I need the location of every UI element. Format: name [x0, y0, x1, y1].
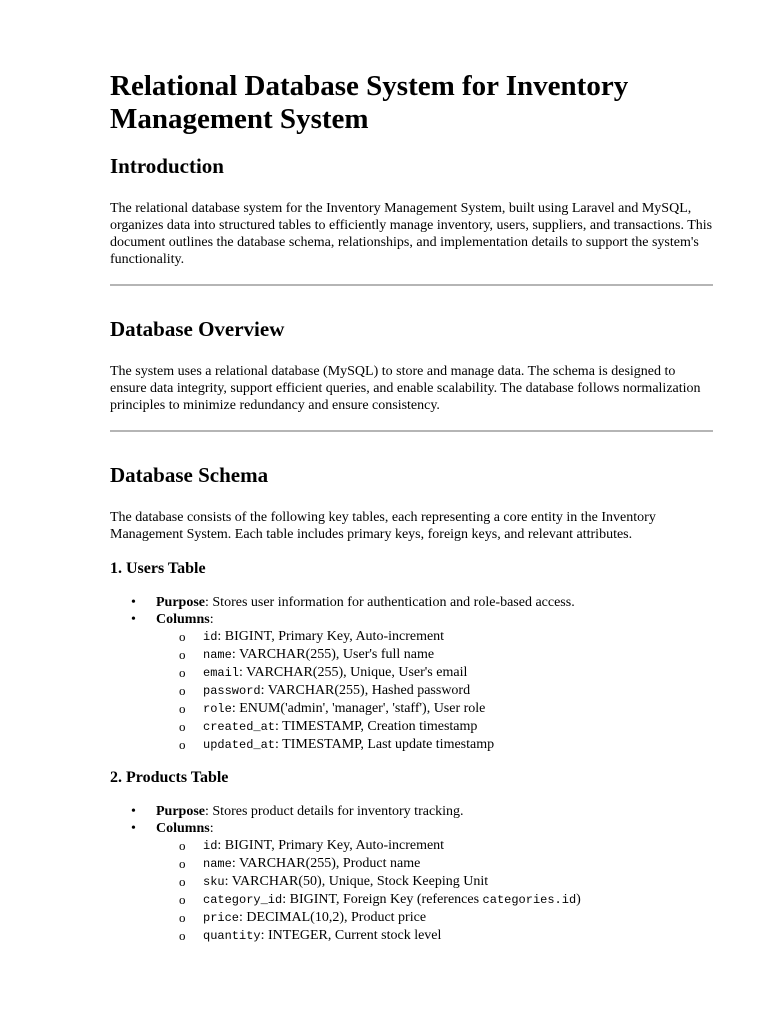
column-item — [156, 891, 713, 909]
column-item — [156, 909, 713, 927]
columns-colon: : — [209, 821, 214, 836]
column-item — [156, 628, 713, 646]
column-name: quantity — [203, 929, 261, 943]
introduction-section — [110, 154, 713, 268]
users-purpose-text: : Stores user information for authentication and role-based access. — [205, 595, 575, 610]
users-columns-list — [156, 628, 713, 754]
column-item — [156, 873, 713, 891]
column-name: sku — [203, 875, 225, 889]
products-table-list — [110, 803, 713, 945]
column-ref: categories.id — [482, 893, 577, 907]
columns-label: Columns — [156, 821, 210, 836]
column-name: updated_at — [203, 738, 276, 752]
column-name: password — [203, 684, 261, 698]
section-divider — [110, 430, 713, 432]
column-desc: : VARCHAR(50), Unique, Stock Keeping Unit — [224, 874, 489, 889]
overview-section — [110, 317, 713, 414]
column-item — [156, 855, 713, 873]
purpose-label: Purpose — [156, 804, 205, 819]
column-item — [156, 736, 713, 754]
document-title: Relational Database System for Inventory Management System — [110, 70, 629, 135]
column-desc: : INTEGER, Current stock level — [260, 928, 442, 943]
column-item — [156, 927, 713, 945]
columns-colon: : — [209, 612, 214, 627]
schema-heading: Database Schema — [110, 463, 269, 487]
purpose-label: Purpose — [156, 595, 205, 610]
products-table-heading: 2. Products Table — [110, 769, 229, 786]
column-desc-tail: ) — [576, 892, 581, 907]
products-columns-list — [156, 837, 713, 945]
introduction-text: The relational database system for the Inventory Management System, built using Laravel and MySQL, organizes data into structured tables to efficiently manage inventory, users, suppliers, and transactions. This document outlines the database schema, relationships, and implementation details to support the system's functionality. — [110, 201, 713, 267]
document-content — [110, 70, 713, 959]
column-desc: : BIGINT, Primary Key, Auto-increment — [217, 629, 445, 644]
column-desc: : VARCHAR(255), Unique, User's email — [239, 665, 468, 680]
column-name: name — [203, 857, 232, 871]
section-divider — [110, 284, 713, 286]
column-name: role — [203, 702, 232, 716]
column-item — [156, 664, 713, 682]
column-name: created_at — [203, 720, 276, 734]
column-item — [156, 682, 713, 700]
column-name: name — [203, 648, 232, 662]
column-desc: : ENUM('admin', 'manager', 'staff'), User role — [231, 701, 486, 716]
users-table-heading: 1. Users Table — [110, 560, 206, 577]
products-purpose-text: : Stores product details for inventory tracking. — [205, 804, 464, 819]
users-purpose-item — [110, 594, 713, 611]
column-item — [156, 718, 713, 736]
column-name: id — [203, 839, 218, 853]
column-desc: : VARCHAR(255), User's full name — [231, 647, 435, 662]
overview-text: The system uses a relational database (MySQL) to store and manage data. The schema is designed to ensure data integrity, support efficient queries, and enable scalability. The database follows normalization principles to minimize redundancy and ensure consistency. — [110, 364, 701, 413]
column-item — [156, 837, 713, 855]
column-item — [156, 700, 713, 718]
users-table-list — [110, 594, 713, 754]
column-desc: : BIGINT, Foreign Key (references — [282, 892, 483, 907]
products-columns-item — [110, 820, 713, 945]
column-name: category_id — [203, 893, 283, 907]
column-item — [156, 646, 713, 664]
column-desc: : VARCHAR(255), Product name — [231, 856, 421, 871]
column-name: id — [203, 630, 218, 644]
schema-section — [110, 463, 713, 945]
column-name: price — [203, 911, 240, 925]
column-desc: : VARCHAR(255), Hashed password — [260, 683, 471, 698]
column-desc: : BIGINT, Primary Key, Auto-increment — [217, 838, 445, 853]
overview-heading: Database Overview — [110, 317, 285, 341]
users-columns-item — [110, 611, 713, 754]
columns-label: Columns — [156, 612, 210, 627]
products-purpose-item — [110, 803, 713, 820]
introduction-heading: Introduction — [110, 154, 224, 178]
schema-text: The database consists of the following key tables, each representing a core entity in the Inventory Management System. Each table includes primary keys, foreign keys, and relevant attributes. — [110, 510, 656, 542]
column-name: email — [203, 666, 240, 680]
column-desc: : TIMESTAMP, Creation timestamp — [275, 719, 478, 734]
column-desc: : DECIMAL(10,2), Product price — [239, 910, 427, 925]
column-desc: : TIMESTAMP, Last update timestamp — [275, 737, 495, 752]
